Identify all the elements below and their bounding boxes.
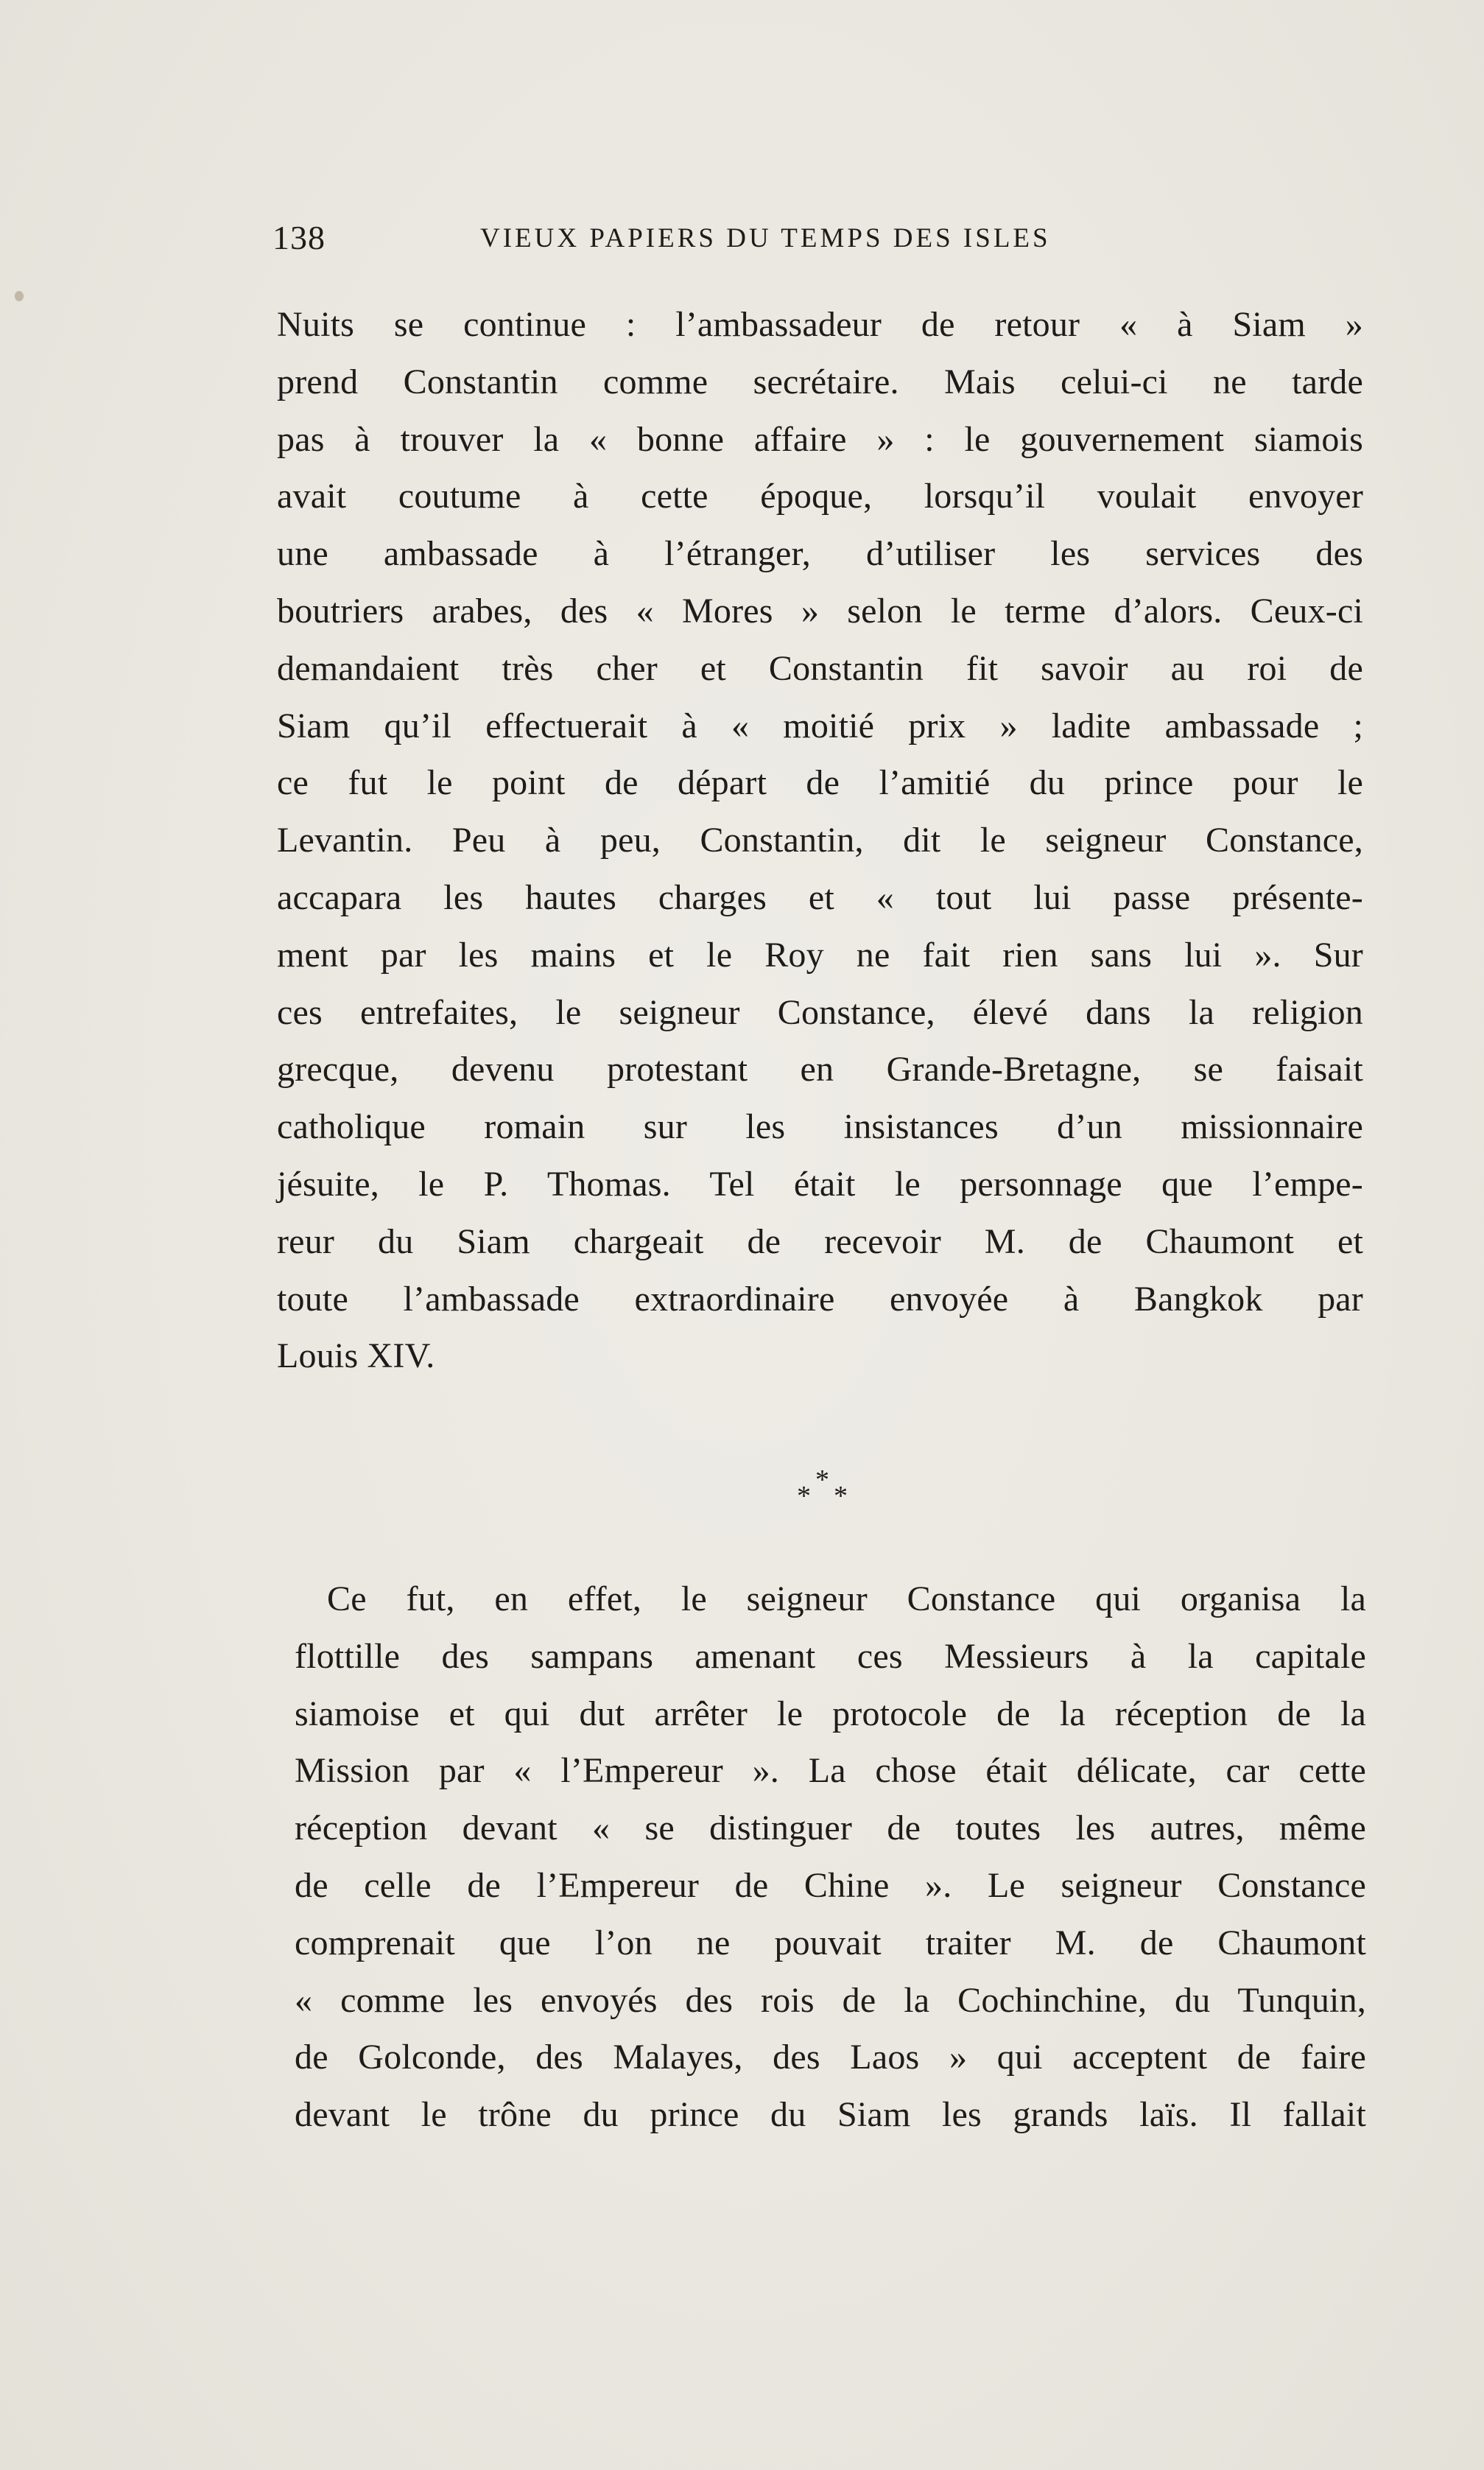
text-line: réception devant « se distinguer de toutes les autres, même bbox=[295, 1808, 1366, 1848]
text-line: de Golconde, des Malayes, des Laos » qui acceptent de faire bbox=[295, 2038, 1366, 2077]
asterisk-mark: * bbox=[797, 1481, 811, 1512]
text-line: Nuits se continue : l’ambassadeur de retour « à Siam » bbox=[277, 305, 1363, 344]
text-line: Mission par « l’Empereur ». La chose était délicate, car cette bbox=[295, 1751, 1366, 1791]
text-line: siamoise et qui dut arrêter le protocole de la réception de la bbox=[295, 1694, 1366, 1733]
paragraph-2 bbox=[295, 1571, 1366, 2144]
asterisk-mark: * bbox=[815, 1464, 829, 1495]
text-line: prend Constantin comme secrétaire. Mais celui-ci ne tarde bbox=[277, 362, 1363, 401]
text-line: flottille des sampans amenant ces Messieurs à la capitale bbox=[295, 1636, 1366, 1676]
paper-spot bbox=[15, 291, 24, 301]
text-line: ment par les mains et le Roy ne fait rien sans lui ». Sur bbox=[277, 935, 1363, 975]
text-line: ce fut le point de départ de l’amitié du prince pour le bbox=[277, 763, 1363, 803]
text-line: une ambassade à l’étranger, d’utiliser les services des bbox=[277, 534, 1363, 574]
page-number: 138 bbox=[272, 219, 326, 256]
text-line: ces entrefaites, le seigneur Constance, élevé dans la religion bbox=[277, 992, 1363, 1032]
asterisk-mark: * bbox=[834, 1481, 848, 1512]
text-line: catholique romain sur les insistances d’un missionnaire bbox=[277, 1107, 1363, 1147]
text-line: demandaient très cher et Constantin fit savoir au roi de bbox=[277, 648, 1363, 688]
text-line: comprenait que l’on ne pouvait traiter M. de Chaumont bbox=[295, 1923, 1366, 1962]
text-line: jésuite, le P. Thomas. Tel était le personnage que l’empe- bbox=[277, 1164, 1363, 1204]
text-line: Siam qu’il effectuerait à « moitié prix » ladite ambassade ; bbox=[277, 706, 1363, 745]
text-line: devant le trône du prince du Siam les grands laïs. Il fallait bbox=[295, 2095, 1366, 2135]
text-line: pas à trouver la « bonne affaire » : le gouvernement siamois bbox=[277, 419, 1363, 459]
text-line: reur du Siam chargeait de recevoir M. de Chaumont et bbox=[277, 1221, 1363, 1261]
text-line: Louis XIV. bbox=[277, 1336, 435, 1376]
text-line: de celle de l’Empereur de Chine ». Le seigneur Constance bbox=[295, 1865, 1366, 1905]
text-line: Levantin. Peu à peu, Constantin, dit le seigneur Constance, bbox=[277, 821, 1363, 860]
text-line: grecque, devenu protestant en Grande-Bretagne, se faisait bbox=[277, 1050, 1363, 1090]
running-title: VIEUX PAPIERS DU TEMPS DES ISLES bbox=[480, 223, 1051, 253]
text-line: avait coutume à cette époque, lorsqu’il voulait envoyer bbox=[277, 477, 1363, 516]
paragraph-1 bbox=[277, 296, 1363, 1385]
running-header bbox=[272, 218, 1362, 270]
text-line: toute l’ambassade extraordinaire envoyée à Bangkok par bbox=[277, 1279, 1363, 1319]
section-asterism bbox=[791, 1466, 857, 1518]
text-line: « comme les envoyés des rois de la Cochinchine, du Tunquin, bbox=[295, 1980, 1366, 2020]
text-line: Ce fut, en effet, le seigneur Constance qui organisa la bbox=[327, 1579, 1366, 1618]
text-line: boutriers arabes, des « Mores » selon le terme d’alors. Ceux-ci bbox=[277, 591, 1363, 631]
text-line: accapara les hautes charges et « tout lui passe présente- bbox=[277, 877, 1363, 917]
